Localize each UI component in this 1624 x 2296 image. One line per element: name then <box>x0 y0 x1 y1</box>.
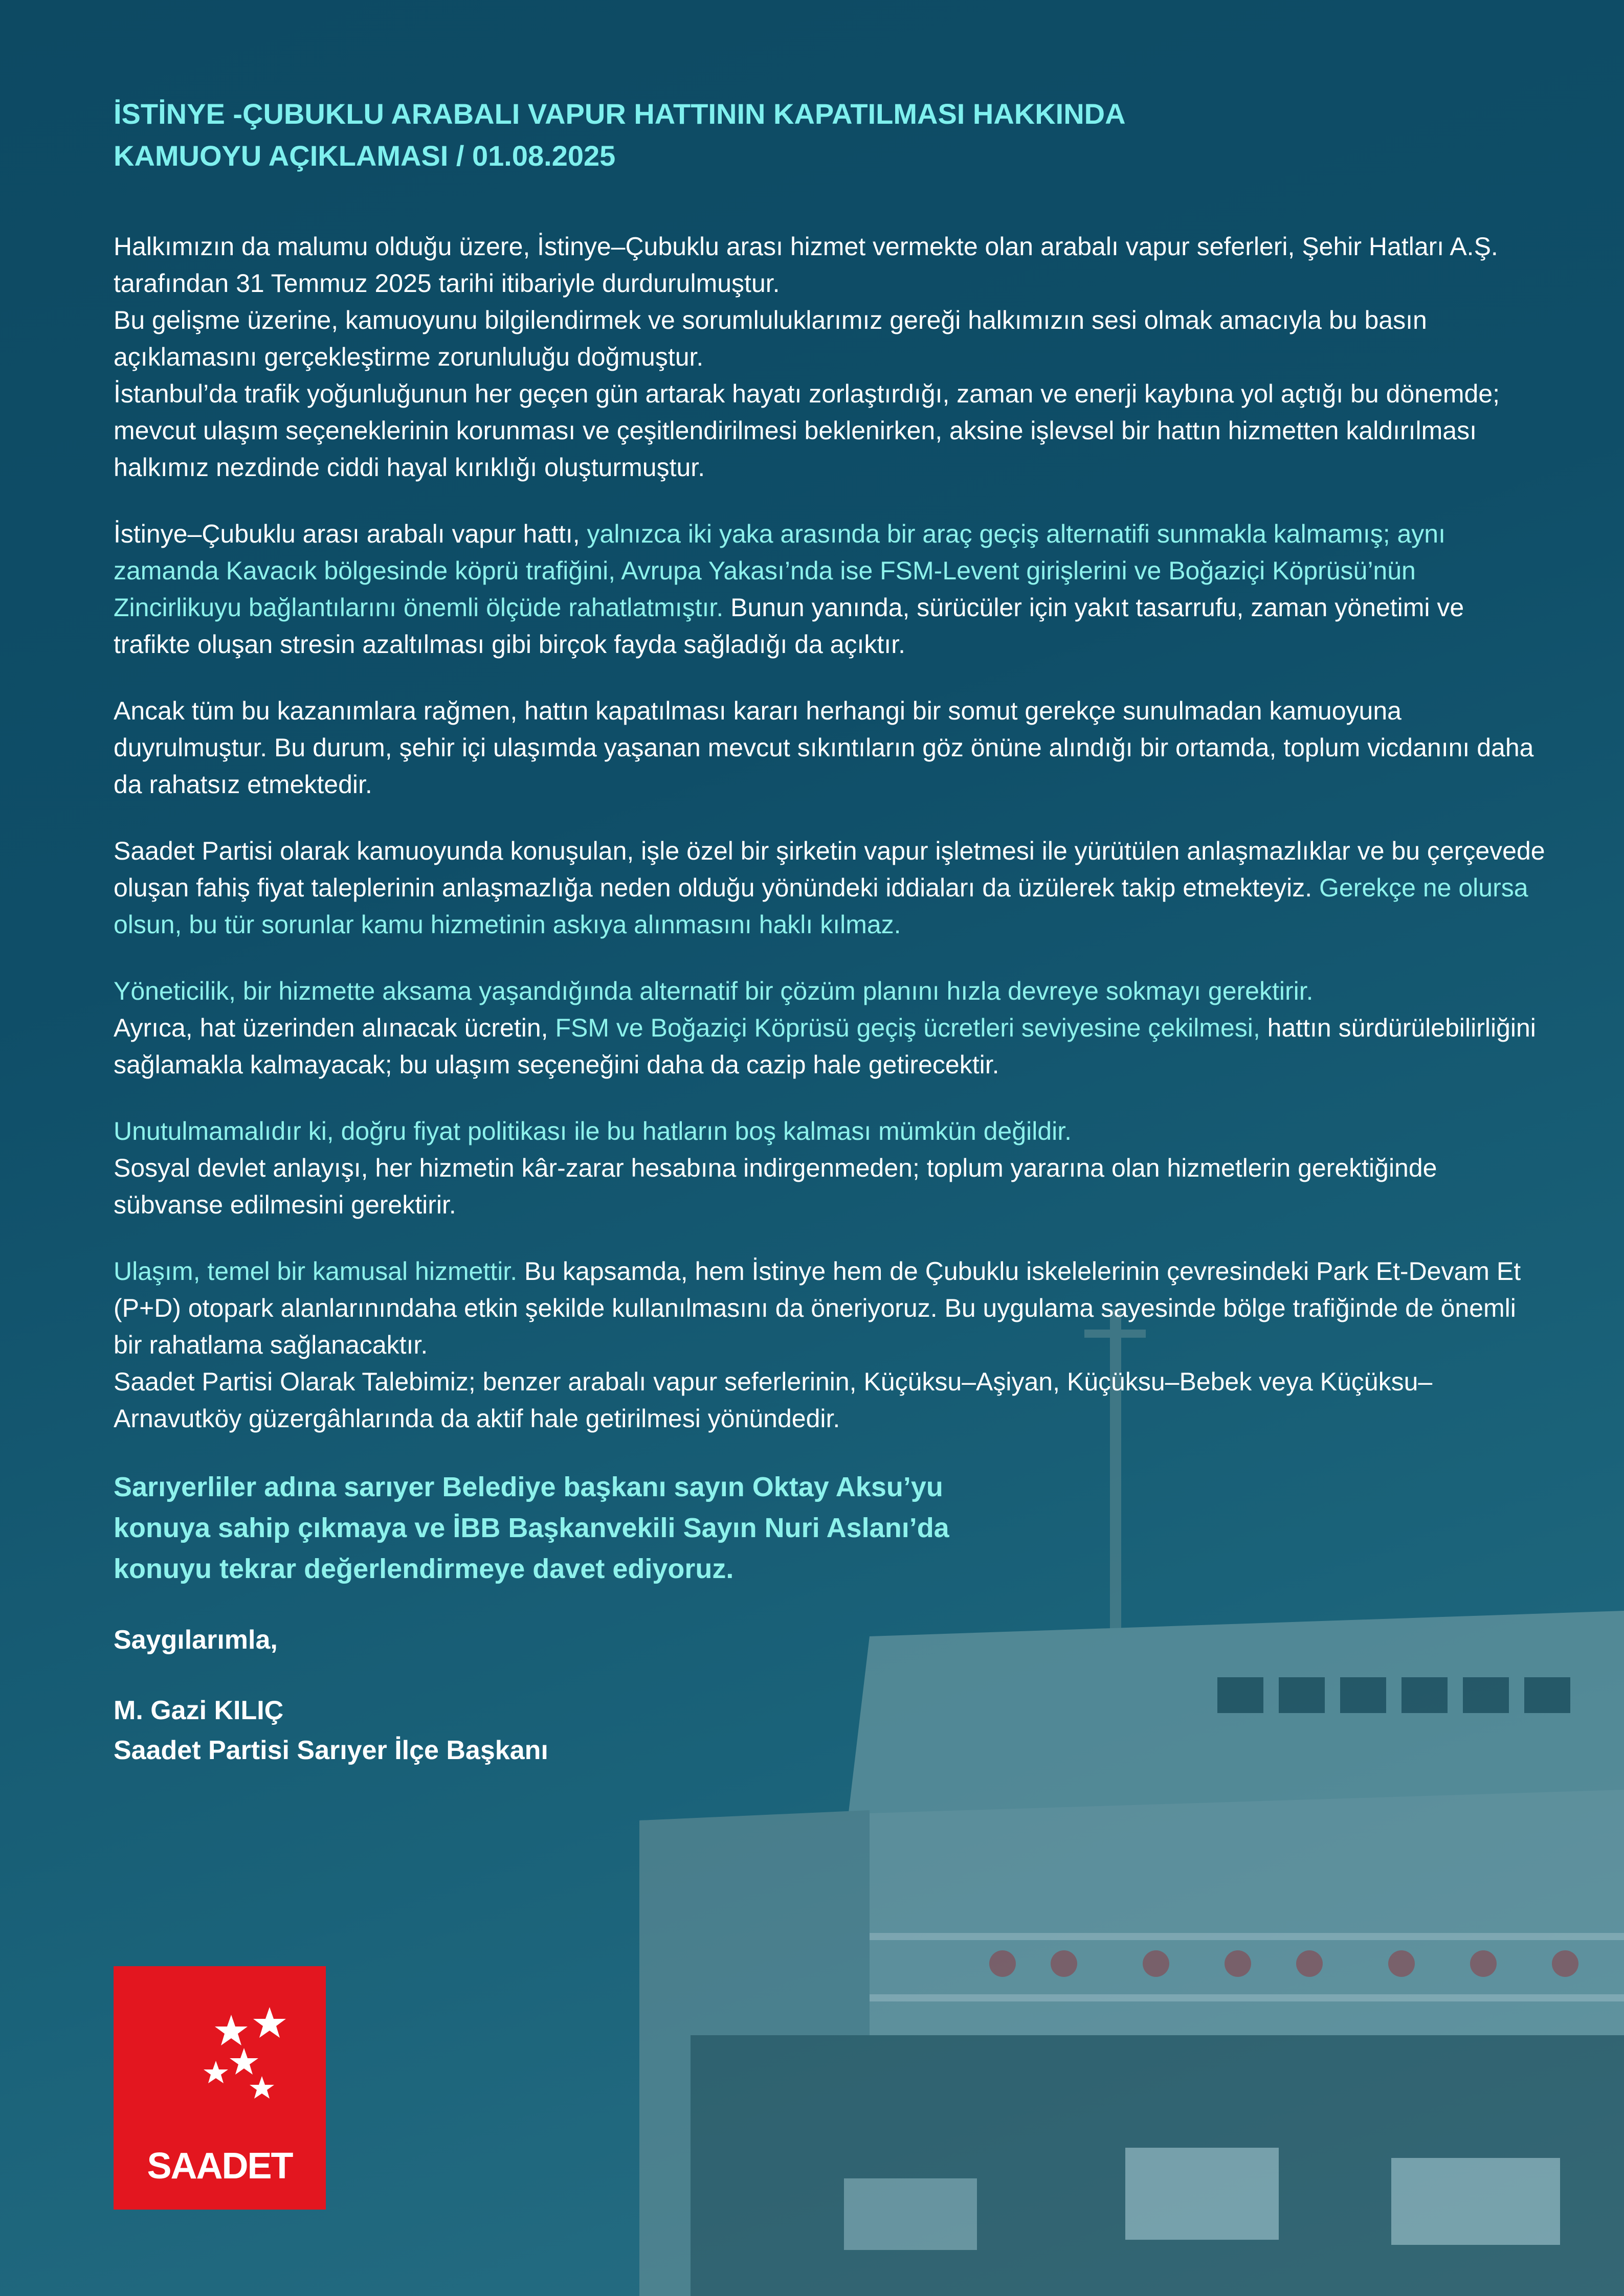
paragraph-5b <box>114 1009 1546 1083</box>
logo-text: SAADET <box>147 2146 293 2187</box>
paragraph-2-highlight: yalnızca iki yaka arasında bir araç geçiş alternatifi sunmakla kalmamış; aynı zamanda Kavacık bölgesinde köprü trafiğini, Avrupa Yakası’nda ise FSM-Levent girişlerini ve Boğaziçi Köprüsü’nün Zincirlikuyu bağlantılarını önemli ölçüde rahatlatmıştır. <box>114 520 1446 622</box>
paragraph-5-tail: hattın sürdürülebilirliğini sağlamakla kalmayacak; bu ulaşım seçeneğini daha da cazip hale getirecektir. <box>114 1014 1536 1079</box>
closing-line-2: konuya sahip çıkmaya ve İBB Başkanvekili Sayın Nuri Aslanı’da <box>114 1513 949 1543</box>
title-line-1: İSTİNYE -ÇUBUKLU ARABALI VAPUR HATTININ KAPATILMASI HAKKINDA <box>114 98 1126 130</box>
paragraph-6a: Unutulmamalıdır ki, doğru fiyat politikası ile bu hatların boş kalması mümkün değildir. <box>114 1117 1072 1145</box>
paragraph-7 <box>114 1253 1546 1363</box>
paragraph-4-lead: Saadet Partisi olarak kamuoyunda konuşulan, işle özel bir şirketin vapur işletmesi ile yürütülen anlaşmazlıklar ve bu çerçevede oluşan fahiş fiyat taleplerinin anlaşmazlığa neden olduğu yönündeki iddiaları da üzülerek takip etmekteyiz. <box>114 837 1545 902</box>
greeting: Saygılarımla, <box>114 1625 278 1655</box>
paragraph-1b: Bu gelişme üzerine, kamuoyunu bilgilendirmek ve sorumluluklarımız gereği halkımızın sesi olmak amacıyla bu basın açıklamasını gerçekleştirme zorunluluğu doğmuştur. <box>114 306 1427 371</box>
closing-statement <box>114 1467 1546 1589</box>
paragraph-5a: Yöneticilik, bir hizmette aksama yaşandığında alternatif bir çözüm planını hızla devreye sokmayı gerektirir. <box>114 977 1314 1005</box>
saadet-logo <box>114 1966 326 2210</box>
paragraph-2-tail: Bunun yanında, sürücüler için yakıt tasarrufu, zaman yönetimi ve trafikte oluşan stresin azaltılması gibi birçok fayda sağladığı da açıktır. <box>114 593 1464 659</box>
closing-line-1: Sarıyerliler adına sarıyer Belediye başkanı sayın Oktay Aksu’yu <box>114 1472 943 1502</box>
paragraph-6b: Sosyal devlet anlayışı, her hizmetin kâr-zarar hesabına indirgenmeden; toplum yararına olan hizmetlerin gerektiğinde sübvanse edilmesini gerektirir. <box>114 1154 1437 1219</box>
document-title <box>114 93 1546 177</box>
closing-line-3: konuyu tekrar değerlendirmeye davet ediyoruz. <box>114 1554 734 1584</box>
paragraph-5-lead: Ayrıca, hat üzerinden alınacak ücretin, <box>114 1014 555 1042</box>
document-body <box>114 93 1546 1770</box>
paragraph-3: Ancak tüm bu kazanımlara rağmen, hattın kapatılması kararı herhangi bir somut gerekçe sunulmadan kamuoyuna duyrulmuştur. Bu durum, şehir içi ulaşımda yaşanan mevcut sıkıntıların göz önüne alındığı bir ortamda, toplum vicdanını daha da rahatsız etmektedir. <box>114 696 1534 799</box>
signatory-role: Saadet Partisi Sarıyer İlçe Başkanı <box>114 1736 548 1765</box>
paragraph-4-highlight: Gerekçe ne olursa olsun, bu tür sorunlar kamu hizmetinin askıya alınmasını haklı kılmaz. <box>114 873 1528 939</box>
paragraph-7-tail: Bu kapsamda, hem İstinye hem de Çubuklu iskelelerinin çevresindeki Park Et-Devam Et (P+D) otopark alanlarınındaha etkin şekilde kullanılmasını da öneriyoruz. Bu uygulama sayesinde bölge trafiğinde de önemli bir rahatlama sağlanacaktır. <box>114 1257 1521 1359</box>
paragraph-1a: Halkımızın da malumu olduğu üzere, İstinye–Çubuklu arası hizmet vermekte olan arabalı vapur seferleri, Şehir Hatları A.Ş. tarafından 31 Temmuz 2025 tarihi itibariyle durdurulmuştur. <box>114 232 1498 298</box>
paragraph-1c: İstanbul’da trafik yoğunluğunun her geçen gün artarak hayatı zorlaştırdığı, zaman ve enerji kaybına yol açtığı bu dönemde; mevcut ulaşım seçeneklerinin korunması ve çeşitlendirilmesi beklenirken, aksine işlevsel bir hattın hizmetten kaldırılması halkımız nezdinde ciddi hayal kırıklığı oluşturmuştur. <box>114 379 1500 482</box>
paragraph-4 <box>114 832 1546 943</box>
paragraph-2-lead: İstinye–Çubuklu arası arabalı vapur hattı, <box>114 520 587 548</box>
paragraph-5-highlight: FSM ve Boğaziçi Köprüsü geçiş ücretleri seviyesine çekilmesi, <box>555 1014 1260 1042</box>
title-line-2: KAMUOYU AÇIKLAMASI / 01.08.2025 <box>114 140 616 172</box>
signatory-name: M. Gazi KILIÇ <box>114 1696 284 1725</box>
paragraph-7c: Saadet Partisi Olarak Talebimiz; benzer arabalı vapur seferlerinin, Küçüksu–Aşiyan, Küçüksu–Bebek veya Küçüksu–Arnavutköy güzergâhlarında da aktif hale getirilmesi yönündedir. <box>114 1367 1433 1433</box>
paragraph-2 <box>114 515 1546 663</box>
paragraph-7-highlight: Ulaşım, temel bir kamusal hizmettir. <box>114 1257 518 1286</box>
